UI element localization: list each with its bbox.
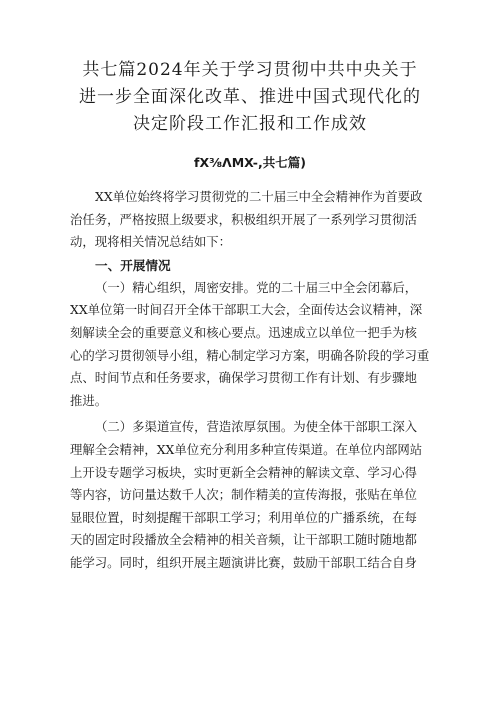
para2-line-7: 能学习。同时，组织开展主题演讲比赛，鼓励干部职工结合自身 — [70, 554, 417, 570]
paragraph-organization — [70, 277, 430, 413]
document-subtitle: fX⅜ΛMX-,共七篇) — [194, 155, 306, 170]
title-line-3: 决定阶段工作汇报和工作成效 — [133, 114, 367, 134]
para2-line-2: 理解全会精神，XX单位充分利用多种宣传渠道。在单位内部网站 — [70, 441, 423, 457]
para1-line-5: 点、时间节点和任务要求，确保学习贯彻工作有计划、有步骤地 — [70, 370, 417, 386]
para2-line-1: （二）多渠道宣传，营造浓厚氛围。为使全体干部职工深入 — [95, 419, 418, 435]
intro-line-3: 动，现将相关情况总结如下： — [70, 234, 232, 250]
para2-line-5: 显眼位置，时刻提醒干部职工学习；利用单位的广播系统，在每 — [70, 509, 417, 525]
intro-paragraph — [70, 186, 430, 254]
para1-line-3: 刻解读全会的重要意义和核心要点。迅速成立以单位一把手为核 — [70, 324, 417, 340]
paragraph-publicity — [70, 416, 430, 574]
document-title — [70, 0, 430, 138]
intro-line-2: 治任务，严格按照上级要求，积极组织开展了一系列学习贯彻活 — [70, 211, 417, 227]
title-line-2: 进一步全面深化改革、推进中国式现代化的 — [79, 87, 421, 107]
section-heading-1: 一、开展情况 — [95, 257, 171, 273]
para1-line-4: 心的学习贯彻领导小组，精心制定学习方案，明确各阶段的学习重 — [70, 347, 430, 363]
para1-line-6: 推进。 — [70, 392, 108, 408]
para2-line-4: 等内容，访问量达数千人次；制作精美的宣传海报，张贴在单位 — [70, 487, 417, 503]
para2-line-3: 上开设专题学习板块，实时更新全会精神的解读文章、学习心得 — [70, 464, 417, 480]
para1-line-2: XX单位第一时间召开全体干部职工大会，全面传达会议精神，深 — [70, 302, 423, 318]
para1-line-1: （一）精心组织，周密安排。党的二十届三中全会闭幕后， — [95, 279, 418, 295]
para2-line-6: 天的固定时段播放全会精神的相关音频，让干部职工随时随地都 — [70, 532, 417, 548]
title-line-1: 共七篇2024年关于学习贯彻中共中央关于 — [82, 60, 418, 80]
intro-line-1: XX单位始终将学习贯彻党的二十届三中全会精神作为首要政 — [95, 189, 423, 204]
